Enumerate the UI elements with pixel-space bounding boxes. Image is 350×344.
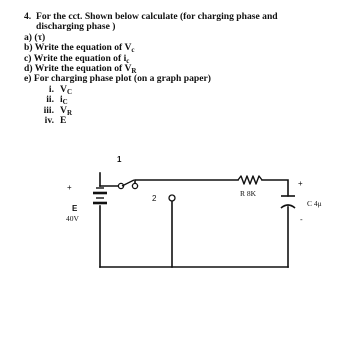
item-e: e) For charging phase plot (on a graph paper) — [24, 73, 211, 85]
item-b: b) Write the equation of $V_c$ — [24, 42, 135, 55]
question-intro-cont: discharging phase ) — [36, 21, 116, 33]
plot-item-ii: ii. $i_C$ — [46, 94, 68, 107]
capacitor-plus-label: + — [298, 179, 303, 188]
battery-value: 40V — [66, 214, 79, 223]
item-d: d) Write the equation of $V_R$ — [24, 63, 137, 76]
resistor-label: R 8K — [240, 189, 257, 198]
capacitor-label: C 4μ — [307, 199, 322, 208]
plot-item-iii: iii. $V_R$ — [43, 104, 72, 117]
switch-label-1: 1 — [117, 155, 122, 164]
wire-top-right — [135, 180, 238, 184]
plot-item-i: i. $V_C$ — [48, 83, 72, 96]
capacitor-minus-label: - — [300, 215, 303, 224]
question-intro: 4. For the cct. Shown below calculate (for charging phase and — [24, 11, 278, 22]
switch-terminal-1 — [132, 183, 137, 188]
wire-resistor-to-cap — [262, 180, 288, 196]
plot-item-iv: iv. E — [44, 115, 67, 127]
question-number: 4. — [24, 11, 32, 22]
battery-plus-label: + — [67, 183, 72, 192]
battery-symbol — [93, 188, 107, 203]
battery-label: E — [72, 204, 78, 213]
item-a: a) (τ) — [24, 31, 46, 43]
item-c: c) Write the equation of $i_c$ — [24, 52, 130, 65]
switch-label-2: 2 — [152, 194, 157, 203]
switch-terminal-2 — [169, 195, 175, 201]
resistor-symbol — [238, 176, 262, 184]
